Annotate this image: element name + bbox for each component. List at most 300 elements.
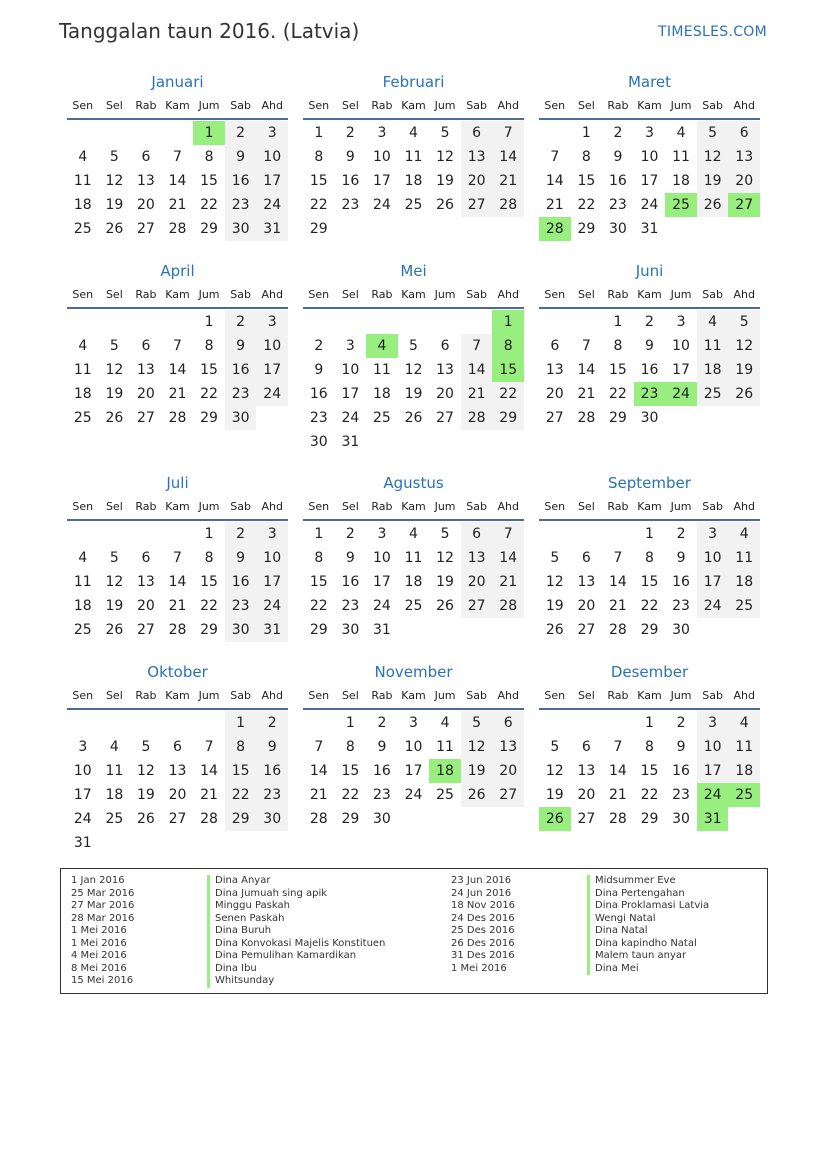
- weekday-label: Sen: [544, 288, 566, 301]
- day-cell: 4: [676, 125, 686, 141]
- day-cell: 12: [105, 362, 124, 378]
- day-cell: 13: [461, 546, 493, 570]
- weekday-label: Sel: [105, 689, 123, 702]
- day-cell: 15: [640, 574, 659, 590]
- holiday-row: [71, 912, 285, 926]
- day-cell: 12: [728, 334, 760, 358]
- empty-cell: [130, 121, 162, 145]
- empty-cell: [162, 310, 194, 334]
- day-cell: 10: [672, 338, 690, 354]
- empty-cell: [303, 310, 335, 334]
- day-cell: 10: [73, 763, 92, 779]
- weekday-label: Rab: [135, 99, 157, 112]
- weekday-label: Ahd: [261, 500, 283, 513]
- day-cell: 9: [256, 735, 288, 759]
- day-cell: 23: [672, 598, 690, 614]
- weekday-label: Ahd: [261, 288, 283, 301]
- day-cell: 31: [373, 622, 391, 638]
- weekday-label: Kam: [637, 500, 662, 513]
- day-cell: 25: [73, 221, 92, 237]
- day-cell: 25: [728, 594, 760, 618]
- holiday-day-cell: 15: [492, 358, 524, 382]
- day-cell: 14: [492, 145, 524, 169]
- day-cell: 3: [645, 125, 654, 141]
- weekday-label: Sel: [341, 689, 359, 702]
- day-cell: 14: [545, 173, 564, 189]
- day-cell: 26: [137, 811, 155, 827]
- day-grid: [303, 522, 524, 642]
- day-cell: 2: [676, 526, 686, 542]
- day-cell: 7: [550, 149, 560, 165]
- day-cell: 8: [314, 550, 324, 566]
- day-cell: 5: [409, 338, 418, 354]
- holiday-day-cell: 4: [366, 334, 398, 358]
- day-cell: 22: [640, 787, 659, 803]
- day-cell: 9: [645, 338, 654, 354]
- weekday-header: [539, 495, 760, 521]
- legend-column-1: [71, 875, 386, 988]
- day-cell: 24: [373, 598, 391, 614]
- day-cell: 23: [609, 197, 627, 213]
- day-cell: 12: [137, 763, 155, 779]
- day-cell: 16: [225, 570, 257, 594]
- day-cell: 25: [697, 382, 729, 406]
- day-cell: 17: [373, 574, 391, 590]
- day-cell: 12: [105, 574, 124, 590]
- day-cell: 26: [105, 622, 124, 638]
- day-cell: 6: [550, 338, 560, 354]
- empty-cell: [461, 310, 493, 334]
- day-cell: 28: [461, 406, 493, 430]
- day-cell: 24: [341, 410, 360, 426]
- day-cell: 8: [345, 739, 355, 755]
- day-cell: 29: [640, 811, 659, 827]
- legend-column-2: [451, 875, 710, 975]
- day-cell: 9: [377, 739, 387, 755]
- day-cell: 29: [640, 622, 659, 638]
- day-cell: 10: [256, 334, 288, 358]
- day-cell: 19: [436, 173, 454, 189]
- day-cell: 16: [341, 173, 360, 189]
- day-cell: 15: [200, 574, 218, 590]
- month-mei: [303, 259, 524, 454]
- day-cell: 21: [309, 787, 328, 803]
- day-cell: 27: [168, 811, 187, 827]
- day-cell: 25: [404, 197, 423, 213]
- day-cell: 22: [492, 382, 524, 406]
- empty-cell: [366, 310, 398, 334]
- day-cell: 21: [168, 598, 187, 614]
- day-grid: [539, 711, 760, 831]
- day-cell: 6: [581, 739, 591, 755]
- day-cell: 15: [609, 362, 627, 378]
- empty-cell: [571, 522, 603, 546]
- day-cell: 4: [409, 125, 418, 141]
- month-title: Oktober: [147, 663, 208, 681]
- weekday-label: Sen: [72, 500, 94, 513]
- weekday-label: Sab: [466, 689, 487, 702]
- day-cell: 10: [697, 546, 729, 570]
- weekday-label: Sen: [72, 689, 94, 702]
- month-title: September: [608, 474, 691, 492]
- day-cell: 17: [697, 570, 729, 594]
- day-cell: 10: [256, 546, 288, 570]
- month-title: Mei: [400, 262, 427, 280]
- day-cell: 13: [137, 362, 155, 378]
- day-cell: 17: [697, 759, 729, 783]
- holiday-name: Dina Anyar: [207, 875, 270, 888]
- day-cell: 9: [225, 334, 257, 358]
- empty-cell: [602, 711, 634, 735]
- day-cell: 27: [492, 783, 524, 807]
- day-cell: 27: [545, 410, 564, 426]
- holiday-day-cell: 23: [634, 382, 666, 406]
- holiday-date: 15 Mei 2016: [71, 975, 134, 986]
- day-grid: [539, 121, 760, 241]
- day-cell: 4: [109, 739, 119, 755]
- day-cell: 8: [204, 550, 214, 566]
- day-cell: 31: [640, 221, 659, 237]
- weekday-label: Sel: [577, 689, 595, 702]
- day-cell: 6: [141, 550, 151, 566]
- day-cell: 1: [613, 314, 623, 330]
- day-cell: 13: [461, 145, 493, 169]
- empty-cell: [571, 711, 603, 735]
- day-cell: 29: [609, 410, 627, 426]
- weekday-label: Ahd: [733, 500, 755, 513]
- day-cell: 24: [256, 193, 288, 217]
- day-cell: 29: [200, 622, 218, 638]
- holiday-date: 24 Jun 2016: [451, 887, 512, 899]
- empty-cell: [67, 121, 99, 145]
- holiday-name: Malem taun anyar: [587, 950, 686, 963]
- day-cell: 5: [461, 711, 493, 735]
- day-cell: 25: [73, 410, 92, 426]
- day-cell: 5: [109, 338, 119, 354]
- holiday-name: Minggu Paskah: [207, 900, 290, 913]
- day-cell: 27: [461, 594, 493, 618]
- day-cell: 13: [577, 574, 596, 590]
- day-cell: 17: [373, 173, 391, 189]
- day-cell: 16: [672, 763, 690, 779]
- day-cell: 13: [545, 362, 564, 378]
- weekday-label: Sen: [544, 99, 566, 112]
- day-cell: 18: [373, 386, 391, 402]
- weekday-label: Ahd: [261, 99, 283, 112]
- holiday-row: [71, 925, 272, 938]
- holiday-day-cell: 18: [429, 759, 461, 783]
- holiday-name: Dina Buruh: [207, 925, 271, 938]
- day-cell: 29: [577, 221, 596, 237]
- day-cell: 31: [256, 217, 288, 241]
- day-cell: 6: [461, 522, 493, 546]
- day-cell: 15: [577, 173, 596, 189]
- day-cell: 5: [550, 739, 560, 755]
- day-grid: [539, 310, 760, 430]
- day-cell: 2: [256, 711, 288, 735]
- holiday-name: Whitsunday: [207, 975, 274, 988]
- weekday-header: [303, 94, 524, 120]
- day-cell: 19: [697, 169, 729, 193]
- day-cell: 22: [309, 598, 328, 614]
- month-februari: [303, 70, 524, 241]
- empty-cell: [162, 522, 194, 546]
- day-cell: 21: [200, 787, 218, 803]
- day-cell: 6: [141, 149, 151, 165]
- holiday-row: [71, 900, 290, 913]
- day-cell: 3: [78, 739, 88, 755]
- day-cell: 17: [404, 763, 423, 779]
- day-cell: 18: [672, 173, 690, 189]
- holiday-day-cell: 28: [539, 217, 571, 241]
- holiday-day-cell: 31: [697, 807, 729, 831]
- weekday-label: Sen: [308, 99, 330, 112]
- day-cell: 1: [645, 526, 654, 542]
- day-cell: 7: [613, 739, 623, 755]
- weekday-label: Ahd: [497, 288, 519, 301]
- day-cell: 4: [409, 526, 418, 542]
- day-cell: 19: [436, 574, 454, 590]
- day-cell: 18: [697, 358, 729, 382]
- weekday-label: Sen: [308, 689, 330, 702]
- holiday-name: Wengi Natal: [587, 913, 656, 926]
- weekday-label: Sen: [308, 288, 330, 301]
- empty-cell: [67, 711, 99, 735]
- day-cell: 29: [200, 410, 218, 426]
- day-cell: 25: [73, 622, 92, 638]
- day-cell: 11: [728, 546, 760, 570]
- day-cell: 26: [545, 622, 564, 638]
- day-cell: 29: [200, 221, 218, 237]
- day-cell: 13: [492, 735, 524, 759]
- day-cell: 10: [404, 739, 423, 755]
- day-cell: 5: [697, 121, 729, 145]
- holiday-day-cell: 26: [539, 807, 571, 831]
- day-cell: 24: [404, 787, 423, 803]
- weekday-label: Jum: [434, 500, 456, 513]
- day-cell: 8: [204, 338, 214, 354]
- day-cell: 17: [256, 570, 288, 594]
- day-cell: 1: [314, 125, 324, 141]
- holiday-date: 1 Mei 2016: [71, 937, 127, 949]
- day-cell: 26: [404, 410, 423, 426]
- day-cell: 28: [200, 811, 218, 827]
- day-cell: 9: [225, 546, 257, 570]
- holiday-name: Senen Paskah: [207, 913, 285, 926]
- empty-cell: [130, 711, 162, 735]
- day-cell: 28: [168, 410, 187, 426]
- holiday-row: [451, 962, 639, 976]
- day-cell: 24: [256, 382, 288, 406]
- day-cell: 17: [73, 787, 92, 803]
- day-cell: 30: [225, 406, 257, 430]
- day-cell: 10: [697, 735, 729, 759]
- day-cell: 4: [440, 715, 450, 731]
- day-cell: 8: [314, 149, 324, 165]
- day-cell: 11: [436, 739, 454, 755]
- day-cell: 19: [137, 787, 155, 803]
- month-title: Desember: [610, 663, 689, 681]
- day-grid: [67, 310, 288, 430]
- weekday-label: Kam: [637, 99, 662, 112]
- day-cell: 16: [309, 386, 328, 402]
- day-cell: 22: [309, 197, 328, 213]
- holiday-legend: [60, 868, 768, 994]
- month-juli: [67, 471, 288, 642]
- empty-cell: [335, 310, 367, 334]
- day-cell: 24: [697, 594, 729, 618]
- holiday-date: 8 Mei 2016: [71, 962, 127, 974]
- day-cell: 17: [672, 362, 690, 378]
- day-cell: 3: [409, 715, 418, 731]
- day-grid: [67, 121, 288, 241]
- day-cell: 4: [697, 310, 729, 334]
- day-cell: 7: [314, 739, 324, 755]
- day-cell: 6: [173, 739, 182, 755]
- day-cell: 14: [492, 546, 524, 570]
- holiday-date: 23 Jun 2016: [451, 875, 512, 886]
- day-cell: 6: [141, 338, 151, 354]
- day-cell: 3: [697, 711, 729, 735]
- day-cell: 18: [73, 197, 92, 213]
- day-cell: 2: [225, 522, 257, 546]
- day-cell: 23: [309, 410, 328, 426]
- day-cell: 10: [256, 145, 288, 169]
- day-cell: 19: [545, 598, 564, 614]
- day-cell: 3: [377, 125, 387, 141]
- holiday-day-cell: 25: [665, 193, 697, 217]
- day-cell: 30: [225, 618, 257, 642]
- day-cell: 23: [225, 382, 257, 406]
- day-cell: 26: [461, 783, 493, 807]
- day-cell: 1: [225, 711, 257, 735]
- month-title: April: [160, 262, 195, 280]
- day-cell: 7: [204, 739, 214, 755]
- weekday-label: Jum: [670, 99, 692, 112]
- day-cell: 24: [640, 197, 659, 213]
- weekday-label: Ahd: [497, 99, 519, 112]
- empty-cell: [99, 310, 131, 334]
- month-title: Maret: [627, 73, 672, 91]
- weekday-label: Sen: [544, 500, 566, 513]
- empty-cell: [571, 310, 603, 334]
- day-cell: 23: [341, 598, 360, 614]
- holiday-date: 1 Mei 2016: [451, 962, 507, 974]
- weekday-label: Sel: [341, 99, 359, 112]
- day-cell: 19: [105, 598, 124, 614]
- weekday-label: Sen: [72, 288, 94, 301]
- day-cell: 22: [609, 386, 627, 402]
- day-cell: 22: [577, 197, 596, 213]
- holiday-row: [71, 875, 271, 888]
- holiday-day-cell: 24: [697, 783, 729, 807]
- day-cell: 23: [256, 783, 288, 807]
- month-maret: [539, 70, 760, 241]
- day-cell: 30: [640, 410, 659, 426]
- day-cell: 27: [461, 193, 493, 217]
- month-desember: [539, 660, 760, 831]
- empty-cell: [539, 310, 571, 334]
- day-cell: 25: [373, 410, 391, 426]
- day-cell: 4: [728, 522, 760, 546]
- day-cell: 21: [577, 386, 596, 402]
- day-cell: 7: [581, 338, 591, 354]
- holiday-row: [451, 875, 676, 888]
- day-cell: 8: [645, 550, 654, 566]
- day-cell: 1: [581, 125, 591, 141]
- day-cell: 12: [697, 145, 729, 169]
- empty-cell: [99, 711, 131, 735]
- day-cell: 22: [225, 783, 257, 807]
- holiday-name: Dina Mei: [587, 963, 639, 976]
- day-cell: 8: [581, 149, 591, 165]
- weekday-label: Sel: [105, 288, 123, 301]
- day-cell: 27: [577, 811, 596, 827]
- day-cell: 21: [545, 197, 564, 213]
- day-cell: 30: [341, 622, 360, 638]
- day-cell: 7: [613, 550, 623, 566]
- weekday-label: Sen: [308, 500, 330, 513]
- holiday-name: Dina Natal: [587, 925, 648, 938]
- weekday-label: Jum: [670, 288, 692, 301]
- day-cell: 23: [672, 787, 690, 803]
- weekday-label: Kam: [165, 99, 190, 112]
- weekday-header: [67, 495, 288, 521]
- day-cell: 26: [697, 193, 729, 217]
- weekday-header: [303, 684, 524, 710]
- weekday-header: [303, 495, 524, 521]
- day-cell: 29: [309, 622, 328, 638]
- month-oktober: [67, 660, 288, 855]
- holiday-name: Dina Pertengahan: [587, 888, 685, 901]
- day-cell: 26: [436, 598, 454, 614]
- weekday-label: Kam: [401, 500, 426, 513]
- day-cell: 16: [373, 763, 391, 779]
- empty-cell: [99, 121, 131, 145]
- weekday-label: Kam: [637, 288, 662, 301]
- day-cell: 30: [609, 221, 627, 237]
- day-cell: 5: [440, 125, 450, 141]
- day-cell: 12: [461, 735, 493, 759]
- day-cell: 28: [168, 622, 187, 638]
- holiday-name: Dina Ibu: [207, 963, 257, 976]
- day-cell: 8: [613, 338, 623, 354]
- day-cell: 18: [404, 173, 423, 189]
- day-cell: 8: [225, 735, 257, 759]
- day-cell: 7: [173, 149, 182, 165]
- weekday-label: Ahd: [261, 689, 283, 702]
- day-cell: 15: [640, 763, 659, 779]
- weekday-label: Jum: [198, 689, 220, 702]
- day-cell: 20: [137, 598, 155, 614]
- day-cell: 5: [550, 550, 560, 566]
- weekday-label: Sen: [72, 99, 94, 112]
- day-cell: 27: [137, 221, 155, 237]
- day-cell: 20: [461, 570, 493, 594]
- day-cell: 27: [137, 622, 155, 638]
- day-cell: 22: [200, 598, 218, 614]
- day-cell: 2: [225, 310, 257, 334]
- weekday-label: Kam: [165, 689, 190, 702]
- day-grid: [303, 121, 524, 241]
- day-cell: 23: [341, 197, 360, 213]
- weekday-header: [539, 94, 760, 120]
- brand-link[interactable]: TIMESLES.COM: [658, 24, 767, 40]
- month-title: Juni: [635, 262, 664, 280]
- day-cell: 28: [609, 811, 627, 827]
- day-cell: 11: [73, 574, 92, 590]
- weekday-label: Sel: [341, 500, 359, 513]
